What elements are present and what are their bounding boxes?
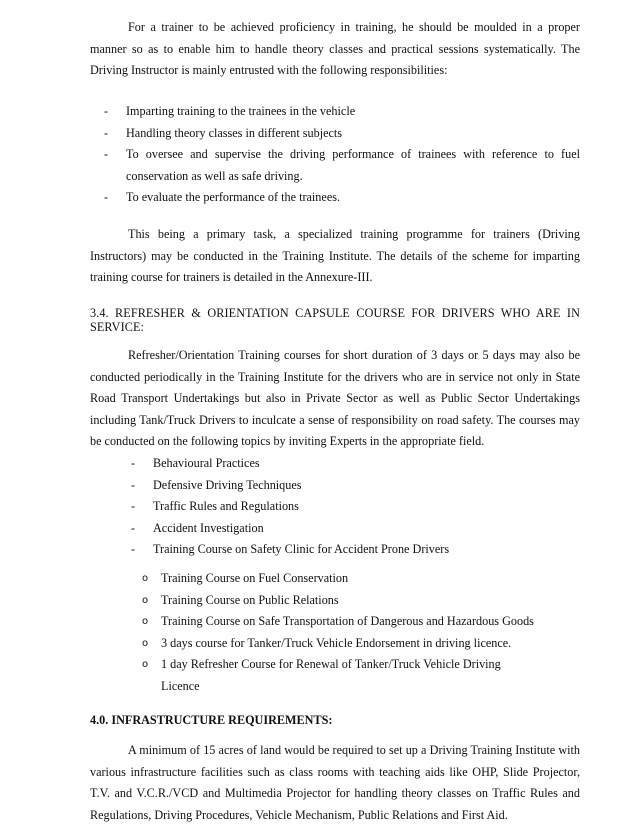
responsibilities-list: [90, 101, 580, 209]
section-heading-4-0: 4.0. INFRASTRUCTURE REQUIREMENTS:: [90, 713, 333, 727]
topics-list: [128, 453, 580, 561]
list-item: - Handling theory classes in different subjects: [90, 123, 580, 145]
list-item: - To evaluate the performance of the trainees.: [90, 187, 580, 209]
intro-paragraph: For a trainer to be achieved proficiency in training, he should be moulded in a proper manner so as to enable him to handle theory classes and practical sessions systematically. The Driving Instructor is mainly entrusted with the following responsibilities:: [90, 20, 580, 78]
circle-bullet-icon: o: [142, 616, 149, 628]
dash-bullet: -: [104, 190, 109, 205]
dash-bullet: -: [104, 125, 109, 140]
list-item: - Imparting training to the trainees in the vehicle: [90, 101, 580, 123]
list-item: - Behavioural Practices: [128, 453, 580, 475]
dash-bullet: -: [131, 499, 136, 514]
list-item: - Training Course on Safety Clinic for Accident Prone Drivers: [128, 539, 580, 561]
list-item: - Accident Investigation: [128, 518, 580, 540]
section-heading-3-4: 3.4. REFRESHER & ORIENTATION CAPSULE COURSE FOR DRIVERS WHO ARE IN SERVICE:: [90, 306, 580, 334]
circle-bullet-icon: o: [142, 594, 149, 606]
refresher-paragraph: Refresher/Orientation Training courses for short duration of 3 days or 5 days may also be conducted periodically in the Training Institute for the drivers who are in service not only in State Road Transport Undertakings but also in Private Sector as well as Public Sector Undertakings including Tank/Truck Drivers to inculcate a sense of responsibility on road safety. The courses may be conducted on the following topics by inviting Experts in the appropriate field.: [90, 348, 580, 449]
dash-bullet: -: [131, 477, 136, 492]
dash-bullet: -: [131, 542, 136, 557]
trainer-paragraph: This being a primary task, a specialized training programme for trainers (Driving Instructors) may be conducted in the Training Institute. The details of the scheme for imparting training course for trainers is detailed in the Annexure-III.: [90, 227, 580, 285]
list-item: o Training Course on Public Relations: [142, 590, 580, 612]
courses-list: [142, 568, 580, 698]
dash-bullet: -: [104, 104, 109, 118]
circle-bullet-icon: o: [142, 573, 149, 584]
list-item: - Defensive Driving Techniques: [128, 475, 580, 497]
list-item: o 1 day Refresher Course for Renewal of Tanker/Truck Vehicle Driving Licence: [142, 654, 521, 697]
circle-bullet-icon: o: [142, 637, 149, 649]
dash-bullet: -: [131, 456, 136, 470]
list-item: o Training Course on Safe Transportation of Dangerous and Hazardous Goods: [142, 611, 580, 633]
infrastructure-paragraph: A minimum of 15 acres of land would be required to set up a Driving Training Institute with various infrastructure facilities such as class rooms with teaching aids like OHP, Slide Projector, T.V. and V.C.R./VCD and Multimedia Projector for handling theory classes on Traffic Rules and Regulations, Driving Procedures, Vehicle Mechanism, Public Relations and First Aid.: [90, 743, 580, 822]
list-item: - To oversee and supervise the driving performance of trainees with reference to fuel conservation as well as safe driving.: [90, 144, 580, 187]
dash-bullet: -: [104, 147, 109, 162]
list-item: o 3 days course for Tanker/Truck Vehicle Endorsement in driving licence.: [142, 633, 580, 655]
circle-bullet-icon: o: [142, 659, 149, 671]
list-item: - Traffic Rules and Regulations: [128, 496, 580, 518]
list-item: o Training Course on Fuel Conservation: [142, 568, 580, 590]
dash-bullet: -: [131, 520, 136, 535]
